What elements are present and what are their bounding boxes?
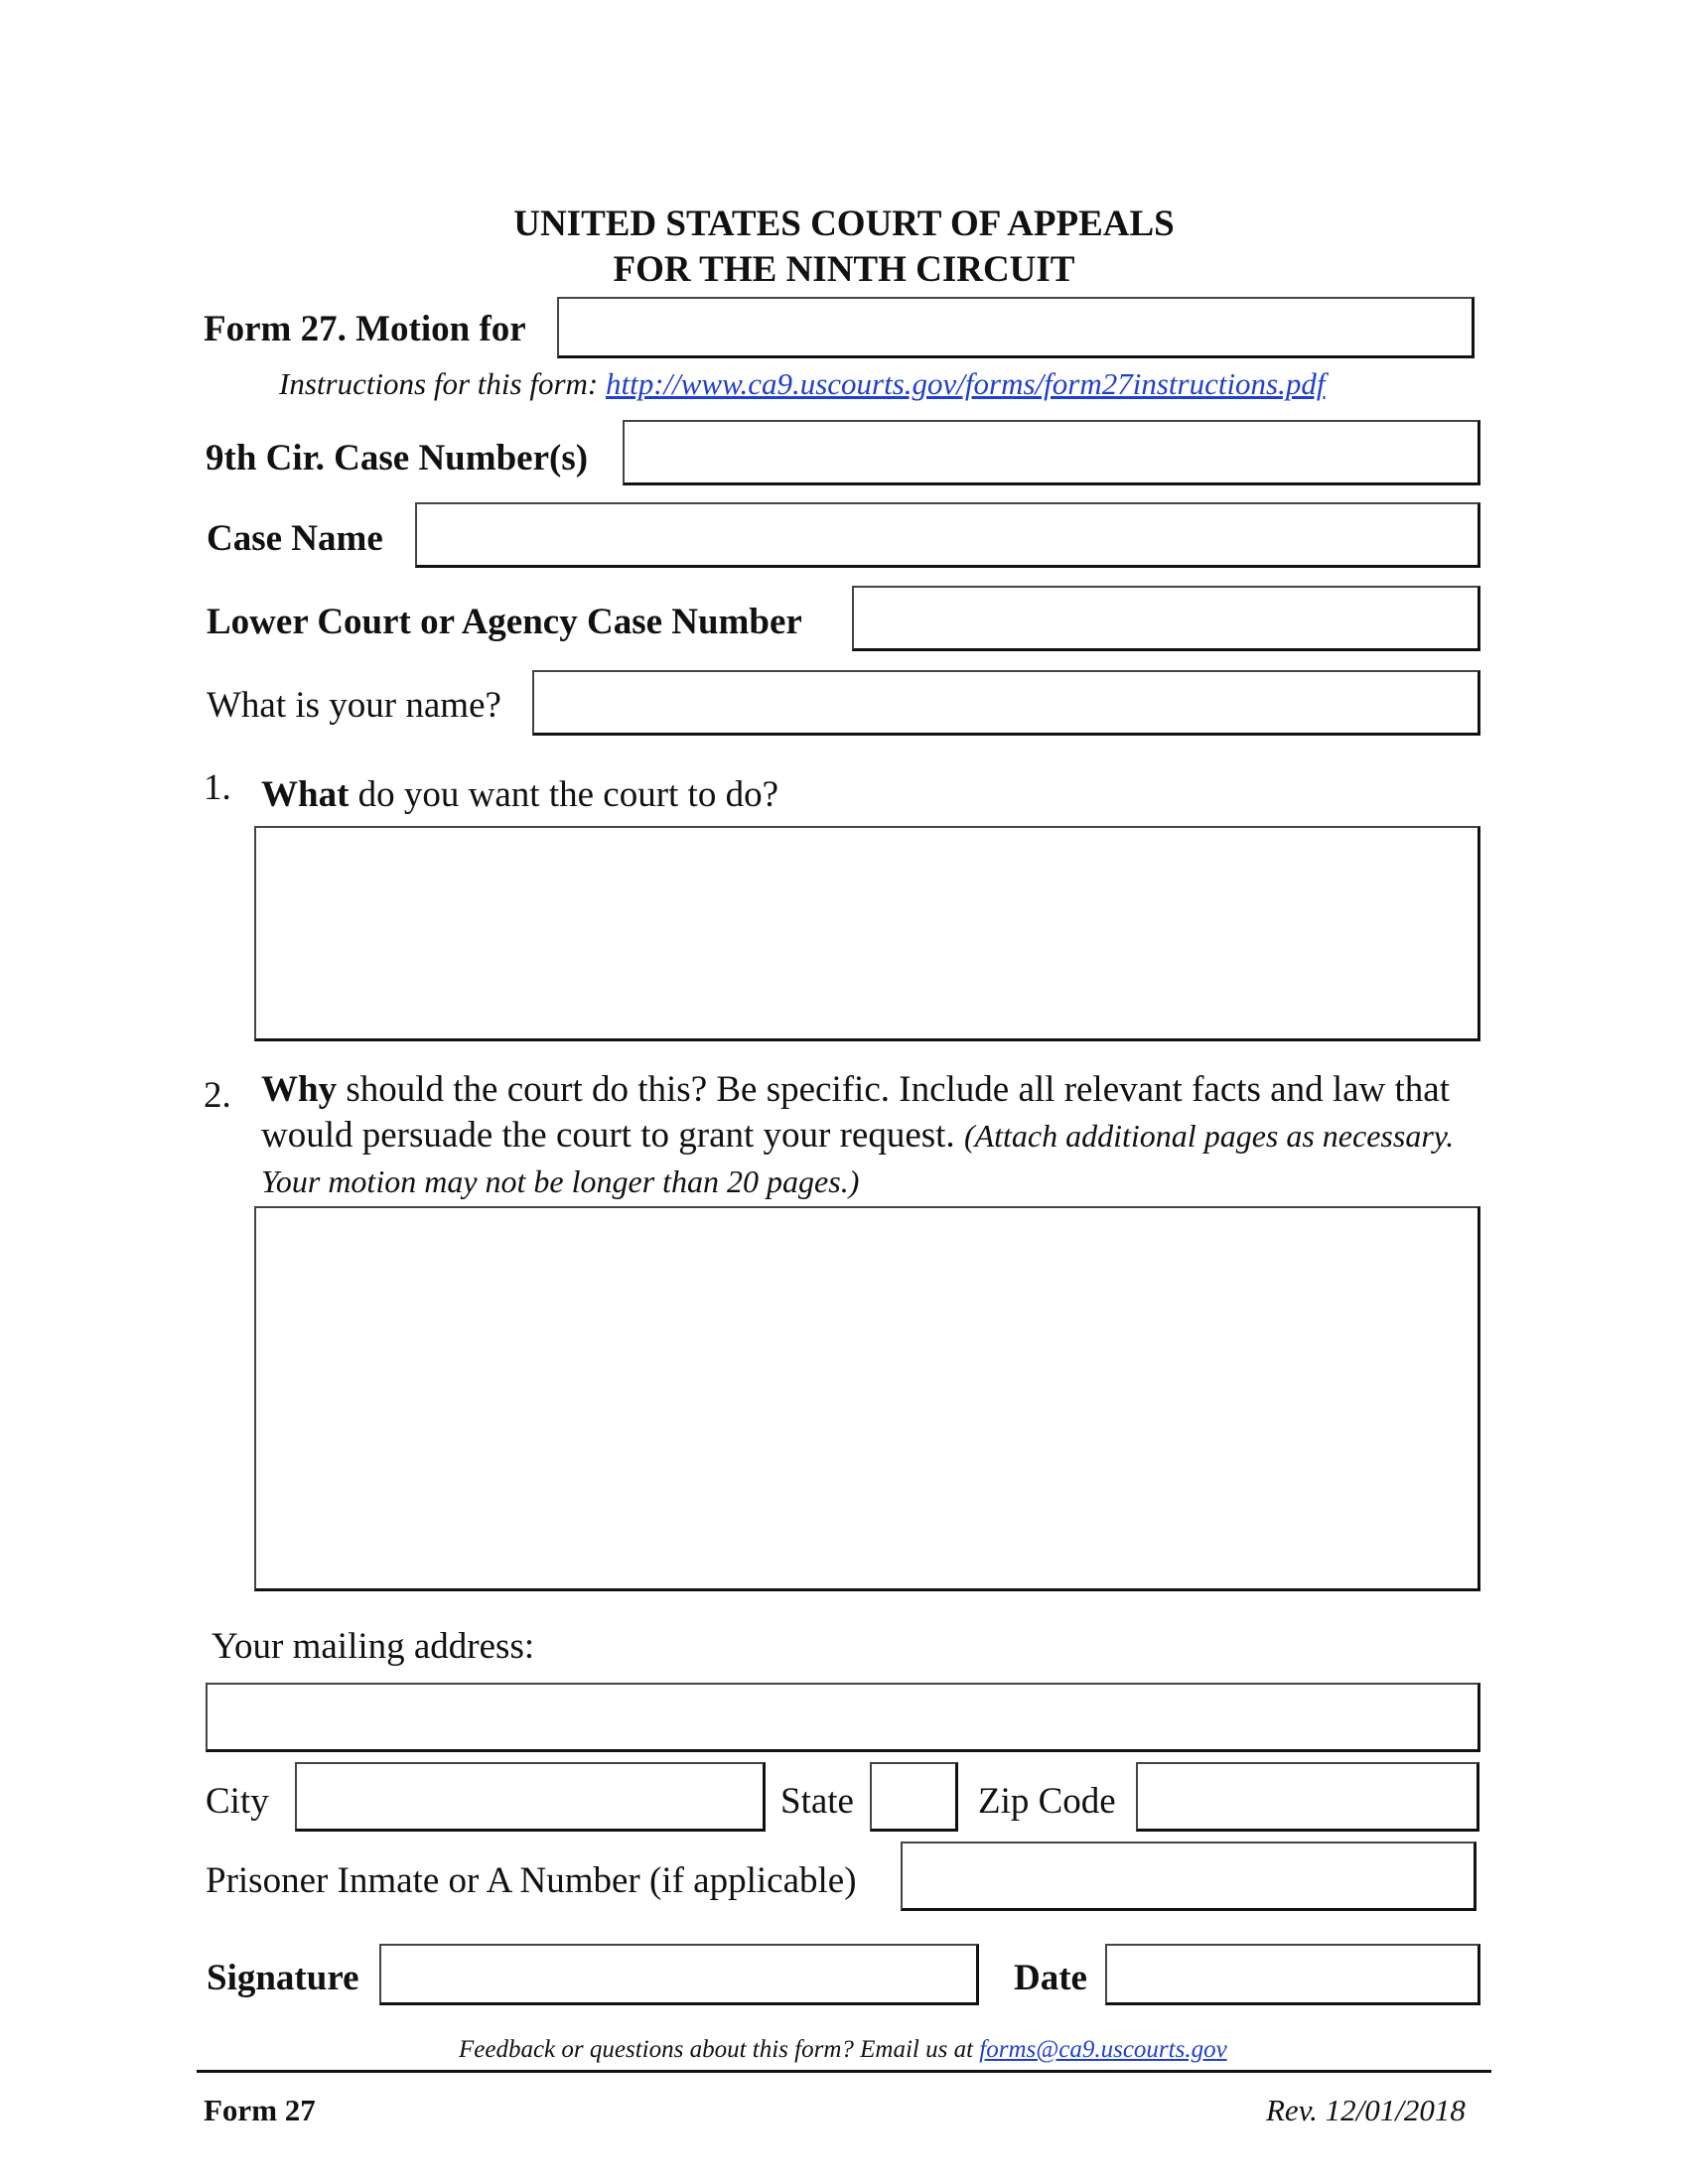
feedback-prefix: Feedback or questions about this form? Email us at	[459, 2036, 974, 2063]
question-1-text	[261, 776, 778, 813]
question-2-keyword: Why	[261, 1069, 338, 1110]
instructions-link[interactable]: http://www.ca9.uscourts.gov/forms/form27instructions.pdf	[605, 366, 1326, 401]
case-number-input[interactable]	[623, 420, 1480, 485]
instructions-line	[279, 368, 1326, 399]
form-id: Form 27	[204, 2093, 316, 2127]
motion-for-label: Form 27. Motion for	[204, 309, 526, 349]
signature-label: Signature	[207, 1958, 359, 1998]
prisoner-number-label: Prisoner Inmate or A Number (if applicable)	[206, 1860, 857, 1901]
question-1-textarea[interactable]	[254, 826, 1480, 1041]
zip-input[interactable]	[1136, 1762, 1479, 1832]
feedback-line	[459, 2037, 1227, 2062]
prisoner-number-input[interactable]	[901, 1842, 1477, 1911]
question-2-textarea[interactable]	[254, 1206, 1480, 1591]
city-label: City	[206, 1781, 269, 1822]
lower-court-input[interactable]	[852, 586, 1480, 651]
revision-date: Rev. 12/01/2018	[1266, 2093, 1466, 2127]
footer-divider	[197, 2070, 1491, 2073]
date-input[interactable]	[1105, 1944, 1480, 2005]
instructions-prefix: Instructions for this form:	[279, 366, 599, 401]
mailing-address-input[interactable]	[206, 1683, 1480, 1752]
question-2-note: (Attach additional pages as necessary. Your motion may not be longer than 20 pages.)	[261, 1118, 1455, 1199]
question-1-number: 1.	[204, 767, 231, 808]
state-input[interactable]	[870, 1762, 958, 1832]
your-name-input[interactable]	[532, 670, 1480, 736]
your-name-label: What is your name?	[207, 685, 501, 726]
question-1-rest: do you want the court to do?	[357, 774, 779, 815]
question-1-keyword: What	[261, 774, 350, 815]
question-2-number: 2.	[204, 1075, 231, 1116]
circuit-title: FOR THE NINTH CIRCUIT	[613, 249, 1075, 290]
city-input[interactable]	[295, 1762, 766, 1832]
date-label: Date	[1014, 1958, 1087, 1998]
mailing-address-label: Your mailing address:	[211, 1626, 535, 1667]
case-name-input[interactable]	[415, 502, 1480, 568]
motion-for-input[interactable]	[557, 297, 1475, 358]
state-label: State	[780, 1781, 854, 1822]
question-2-text	[261, 1067, 1492, 1204]
zip-label: Zip Code	[978, 1781, 1116, 1822]
case-number-label: 9th Cir. Case Number(s)	[206, 438, 589, 478]
case-name-label: Case Name	[207, 518, 383, 559]
lower-court-label: Lower Court or Agency Case Number	[207, 602, 802, 642]
feedback-email-link[interactable]: forms@ca9.uscourts.gov	[979, 2036, 1227, 2063]
signature-input[interactable]	[379, 1944, 979, 2005]
court-title: UNITED STATES COURT OF APPEALS	[513, 204, 1175, 244]
question-2-rest: should the court do this? Be specific. Include all relevant facts and law that would persuade the court to grant your request.	[261, 1069, 1451, 1156]
